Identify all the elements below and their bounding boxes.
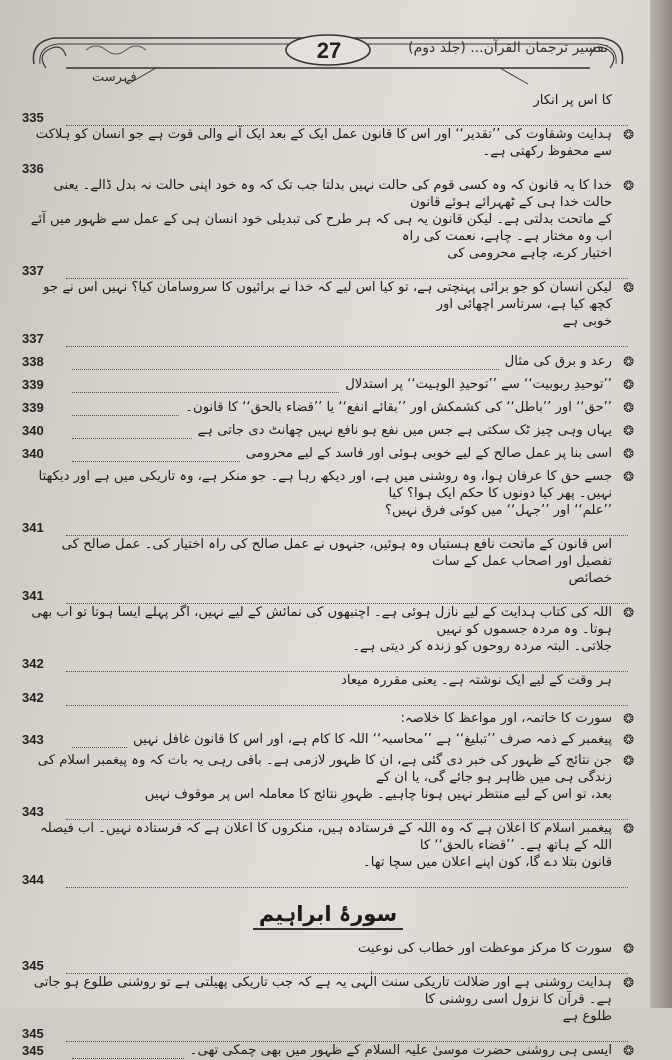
entry-page-number: 342 [22,690,44,705]
entry-page-number: 339 [22,400,44,415]
star-bullet-icon: ❂ [623,712,634,727]
leader-dots [66,595,628,604]
leader-dots [66,697,628,706]
index-entry [22,399,634,416]
entry-text: خوبی ہے [562,314,612,329]
leader-dots [72,407,179,416]
leader-dots [72,1050,184,1059]
star-bullet-icon: ❂ [623,1044,634,1059]
entry-text: کے ماتحت بدلتی ہے۔ لیکن قانون یہ ہی کہ ہر طرح کی تبدیلی خود انسان ہی کے عمل سے ظہور میں آئے اب وہ مختار ہے۔ چاہے، نعمت کی راہ [30,212,612,244]
entry-page-number: 345 [22,1026,44,1041]
star-bullet-icon: ❂ [623,976,634,991]
index-entry [22,92,634,126]
index-entry [22,422,634,439]
index-entry [22,1042,634,1059]
entry-text: ایسی ہی روشنی حضرت موسیٰ علیہ السلام کے ظہور میں بھی چمکی تھی۔ [189,1043,612,1058]
leader-dots [72,384,339,393]
entry-page-number: 337 [22,331,44,346]
entry-page-number: 340 [22,446,44,461]
entry-text: اسی بنا پر عمل صالح کے لیے خوبی ہوئی اور فاسد کے لیے محرومی [245,446,612,461]
book-spine [650,0,672,1008]
entry-text: اللہ کی کتاب ہدایت کے لیے نازل ہوئی ہے۔ اچنبھوں کی نمائش کے لیے نہیں، اگر پہلے ایسا ہوتا تو اب بھی ہوتا۔ وہ مردہ جسموں کو نہیں [31,605,612,637]
index-entry [22,279,634,347]
page-header [26,28,630,92]
entry-page-number: 345 [22,958,44,973]
index-entry [22,445,634,462]
leader-dots [72,361,499,370]
entry-text: سورت کا مرکز موعظت اور خطاب کی نوعیت [357,941,612,956]
entry-page-number: 344 [22,872,44,887]
leader-dots [72,739,127,748]
index-entry [22,820,634,888]
index-entry [22,731,634,748]
entry-text: ہدایت وشقاوت کی ’’تقدیر‘‘ اور اس کا قانون عمل ایک کے بعد ایک آنے والی قوت ہے جو انسان کو ہلاکت سے محفوظ رکھتی ہے۔ [35,127,612,159]
index-content [22,92,634,1059]
entry-page-number: 338 [22,354,44,369]
leader-dots [66,879,628,888]
star-bullet-icon: ❂ [623,179,634,194]
entry-text: خدا کا یہ قانون کہ وہ کسی قوم کی حالت نہیں بدلتا جب تک کہ وہ خود اپنی حالت نہ بدل ڈالے۔ یعنی حالت خدا ہی کے ٹھہرائے ہوئے قانون [53,178,612,210]
index-entry [22,752,634,820]
index-entry [22,672,634,706]
index-entry [22,604,634,672]
surah-heading-text: سورۂ ابراہیم [258,902,398,926]
entry-text: پیغمبر کے ذمہ صرف ’’تبلیغ‘‘ ہے ’’محاسبہ‘‘ اللہ کا کام ہے، اور اس کا قانون غافل نہیں [133,732,612,747]
star-bullet-icon: ❂ [623,942,634,957]
entry-page-number: 340 [22,423,44,438]
leader-dots [66,965,628,974]
entry-text: ہدایت روشنی ہے اور ضلالت تاریکی سنت الٰہی یہ ہے کہ جب تاریکی پھیلتی ہے تو روشنی طلوع ہو جاتی ہے۔ قرآن کا نزول اسی روشنی کا [33,975,612,1007]
leader-dots [66,270,628,279]
entry-text: ’’حق‘‘ اور ’’باطل‘‘ کی کشمکش اور ’’بقائے انفع‘‘ یا ’’قضاء بالحق‘‘ کا قانون۔ [185,400,612,415]
entry-text: پیغمبر اسلام کا اعلان ہے کہ وہ اللہ کے فرستادہ ہیں، منکروں کا اعلان ہے کہ فرستادہ نہیں۔ اب فیصلہ اللہ کے ہاتھ ہے۔ ’’قضاء بالحق‘‘ کا [40,821,612,853]
star-bullet-icon: ❂ [623,355,634,370]
leader-dots [66,338,628,347]
index-entry [22,353,634,370]
entry-page-number: 335 [22,110,44,125]
index-entry [22,710,634,727]
leader-dots [66,527,628,536]
star-bullet-icon: ❂ [623,378,634,393]
leader-dots [72,453,240,462]
index-entry [22,177,634,279]
star-bullet-icon: ❂ [623,128,634,143]
star-bullet-icon: ❂ [623,822,634,837]
entry-page-number: 341 [22,588,44,603]
index-entry [22,376,634,393]
leader-dots [72,430,192,439]
star-bullet-icon: ❂ [623,733,634,748]
index-entry [22,536,634,604]
entry-text: ’’توحیدِ ربوبیت‘‘ سے ’’توحیدِ الوہیت‘‘ پر استدلال [345,377,612,392]
book-title: تفسیر ترجمان القرآن... (جلد دوم) [408,40,608,56]
entry-text: ہر وقت کے لیے ایک نوشتہ ہے۔ یعنی مقررہ میعاد [340,673,612,688]
entry-page-number: 339 [22,377,44,392]
entry-text: ’’علم‘‘ اور ’’جہل‘‘ میں کوئی فرق نہیں؟ [384,503,612,518]
surah-heading [22,902,634,930]
entry-text: کا اس پر انکار [533,93,612,108]
entry-text: اختیار کرے، چاہے محرومی کی [447,246,612,261]
leader-dots [66,117,628,126]
star-bullet-icon: ❂ [623,606,634,621]
star-bullet-icon: ❂ [623,401,634,416]
entry-page-number: 343 [22,804,44,819]
entry-text: قانون بتلا دے گا، کون اپنے اعلان میں سچا تھا۔ [363,855,612,870]
entry-text: جلاتی۔ البتہ مردہ روحوں کو زندہ کر دیتی ہے۔ [352,639,612,654]
entry-page-number: 336 [22,161,44,176]
star-bullet-icon: ❂ [623,424,634,439]
entry-page-number: 341 [22,520,44,535]
entry-text: جن نتائج کے ظہور کی خبر دی گئی ہے، ان کا ظہور لازمی ہے۔ باقی رہی یہ بات کہ وہ پیغمبر اسلام کی زندگی ہی میں ظاہر ہو جائے گی، یا ان کے [37,753,612,785]
entry-text: جسے حق کا عرفان ہوا، وہ روشنی میں ہے، اور دیکھ رہا ہے۔ جو منکر ہے، وہ تاریکی میں ہے اور دیکھتا نہیں۔ پھر کیا دونوں کا حکم ایک ہوا؟ کیا [38,469,612,501]
page-number: 27 [316,38,342,63]
entry-page-number: 337 [22,263,44,278]
star-bullet-icon: ❂ [623,754,634,769]
index-entry [22,468,634,536]
entry-page-number: 345 [22,1043,44,1058]
entry-text: لیکن انسان کو جو برائی پہنچتی ہے، تو کیا اس لیے کہ خدا نے برائیوں کا سروسامان کیا؟ نہیں اس نے جو کچھ کیا ہے، سرتاسر اچھائی اور [43,280,612,312]
leader-dots [66,1033,628,1042]
entry-text: رعد و برق کی مثال [504,354,612,369]
star-bullet-icon: ❂ [623,447,634,462]
star-bullet-icon: ❂ [623,470,634,485]
leader-dots [66,811,628,820]
index-label: فہرست [92,70,137,85]
index-entry [22,974,634,1042]
index-entry [22,126,634,177]
entry-text: خصائص [568,571,612,586]
entry-text: بعد، تو اس کے لیے منتظر نہیں ہونا چاہیے۔ ظہورِ نتائج کا معاملہ اس پر موقوف نہیں [144,787,612,802]
entry-text: یہاں وہی چیز ٹک سکتی ہے جس میں نفع ہو نافع نہیں چھانٹ دی جاتی ہے [197,423,612,438]
index-entry [22,940,634,974]
entry-page-number: 342 [22,656,44,671]
star-bullet-icon: ❂ [623,281,634,296]
entry-text: سورت کا خاتمہ، اور مواعظ کا خلاصہ: [400,711,612,726]
entry-text: طلوع ہے [562,1009,612,1024]
leader-dots [66,663,628,672]
entry-page-number: 343 [22,732,44,747]
entry-text: اس قانون کے ماتحت نافع ہستیاں وہ ہوئیں، جنہوں نے عمل صالح کی راہ اختیار کی۔ عمل صالح کی تفصیل اور اصحاب عمل کے سات [61,537,612,569]
heading-underline [253,928,403,930]
